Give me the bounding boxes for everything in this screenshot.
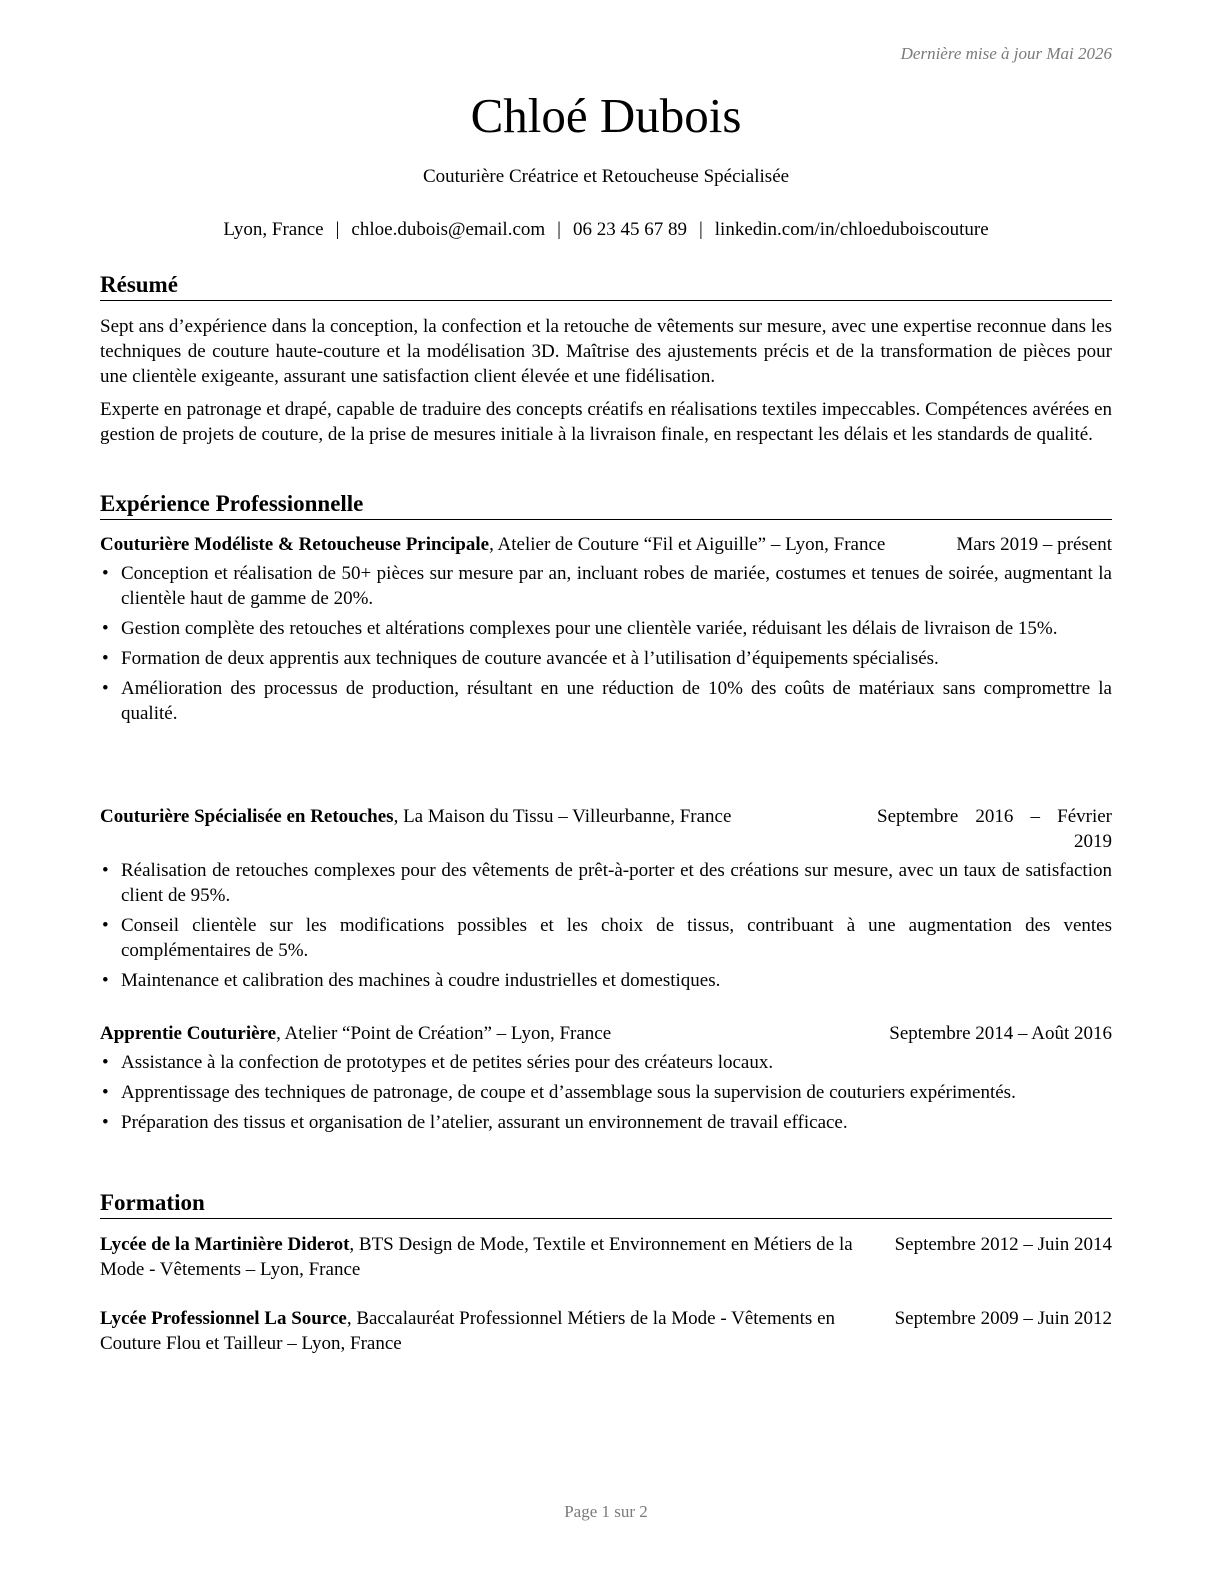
job-header: [100, 804, 1112, 854]
job-bullet: • Gestion complète des retouches et altérations complexes pour une clientèle variée, réduisant les délais de livraison de 15%.: [100, 616, 1112, 641]
job-details: , La Maison du Tissu – Villeurbanne, France: [393, 806, 732, 827]
contact-separator: |: [698, 219, 703, 240]
job-bullets: [100, 561, 1112, 726]
job-entry: [100, 532, 1112, 731]
job-bullets: [100, 1050, 1112, 1135]
job-entry: [100, 804, 1112, 998]
job-bullet: • Maintenance et calibration des machines à coudre industrielles et domestiques.: [100, 968, 1112, 993]
summary-paragraph: Experte en patronage et drapé, capable de traduire des concepts créatifs en réalisations textiles impeccables. Compétences avérées en gestion de projets de couture, de la prise de mesures initiale à la livraison finale, en respectant les délais et les standards de qualité.: [100, 399, 1112, 445]
contact-separator: |: [335, 219, 340, 240]
education-title-line: [100, 1306, 869, 1356]
education-entry: [100, 1306, 1112, 1356]
education-school: Lycée de la Martinière Diderot: [100, 1234, 350, 1255]
contact-email[interactable]: chloe.dubois@email.com: [351, 219, 546, 240]
job-role: Couturière Spécialisée en Retouches: [100, 806, 394, 827]
candidate-name: Chloé Dubois: [470, 88, 742, 143]
job-bullet: • Préparation des tissus et organisation de l’atelier, assurant un environnement de travail efficace.: [100, 1110, 1112, 1135]
job-dates: Septembre 2016 – Février 2019: [877, 806, 1112, 852]
education-entry: [100, 1232, 1112, 1282]
job-bullet: • Amélioration des processus de production, résultant en une réduction de 10% des coûts de matériaux sans compromettre la qualité.: [100, 676, 1112, 726]
education-dates: Septembre 2009 – Juin 2012: [894, 1308, 1112, 1329]
education-details: , Baccalauréat Professionnel Métiers de la Mode - Vêtements en Couture Flou et Tailleur – Lyon, France: [100, 1308, 836, 1354]
education-dates: Septembre 2012 – Juin 2014: [894, 1234, 1112, 1255]
section-title-education: Formation: [100, 1189, 1112, 1219]
job-bullet: • Conception et réalisation de 50+ pièces sur mesure par an, incluant robes de mariée, costumes et tenues de soirée, augmentant la clientèle haut de gamme de 20%.: [100, 561, 1112, 611]
contact-location: Lyon, France: [223, 219, 324, 240]
education-header: [100, 1306, 1112, 1356]
candidate-title: Couturière Créatrice et Retoucheuse Spécialisée: [422, 166, 790, 187]
summary-paragraph: Sept ans d’expérience dans la conception, la confection et la retouche de vêtements sur mesure, avec une expertise reconnue dans les techniques de couture haute-couture et la modélisation 3D. Maîtrise des ajustements précis et de la transformation de pièces pour une clientèle exigeante, assurant une satisfaction client élevée et une fidélisation.: [100, 316, 1112, 387]
job-bullet: • Réalisation de retouches complexes pour des vêtements de prêt-à-porter et des créations sur mesure, avec un taux de satisfaction client de 95%.: [100, 858, 1112, 908]
job-details: , Atelier de Couture “Fil et Aiguille” – Lyon, France: [489, 534, 886, 555]
job-dates: Septembre 2014 – Août 2016: [889, 1023, 1112, 1044]
job-role: Apprentie Couturière: [100, 1023, 277, 1044]
education-header: [100, 1232, 1112, 1282]
job-bullet: • Assistance à la confection de prototypes et de petites séries pour des créateurs locaux.: [100, 1050, 1112, 1075]
section-title-experience: Expérience Professionnelle: [100, 490, 1112, 520]
job-details: , Atelier “Point de Création” – Lyon, France: [276, 1023, 612, 1044]
contact-separator: |: [557, 219, 561, 240]
job-title-line: [100, 532, 926, 557]
education-school: Lycée Professionnel La Source: [100, 1308, 347, 1329]
job-bullet: • Formation de deux apprentis aux techniques de couture avancée et à l’utilisation d’équipements spécialisés.: [100, 646, 1112, 671]
resume-page: [100, 0, 1112, 1584]
job-header: [100, 532, 1112, 557]
education-details: , BTS Design de Mode, Textile et Environnement en Métiers de la Mode - Vêtements – Lyon, France: [100, 1234, 853, 1280]
page-number: Page 1 sur 2: [564, 1502, 648, 1521]
job-title-line: [100, 804, 847, 829]
contact-line: [100, 219, 1112, 241]
job-bullet: • Apprentissage des techniques de patronage, de coupe et d’assemblage sous la supervision de couturiers expérimentés.: [100, 1080, 1112, 1105]
job-title-line: [100, 1021, 847, 1046]
job-header: [100, 1021, 1112, 1046]
job-bullets: [100, 858, 1112, 993]
job-bullet: • Conseil clientèle sur les modifications possibles et les choix de tissus, contribuant à une augmentation des ventes complémentaires de 5%.: [100, 913, 1112, 963]
job-entry: [100, 1021, 1112, 1140]
job-dates: Mars 2019 – présent: [956, 534, 1112, 555]
summary-section: [100, 314, 1112, 447]
section-title-summary: Résumé: [100, 271, 1112, 301]
contact-linkedin[interactable]: linkedin.com/in/chloeduboiscouture: [714, 219, 989, 240]
education-title-line: [100, 1232, 869, 1282]
last-updated: Dernière mise à jour Mai 2026: [900, 44, 1112, 63]
job-role: Couturière Modéliste & Retoucheuse Principale: [100, 534, 490, 555]
contact-phone: 06 23 45 67 89: [572, 219, 687, 240]
